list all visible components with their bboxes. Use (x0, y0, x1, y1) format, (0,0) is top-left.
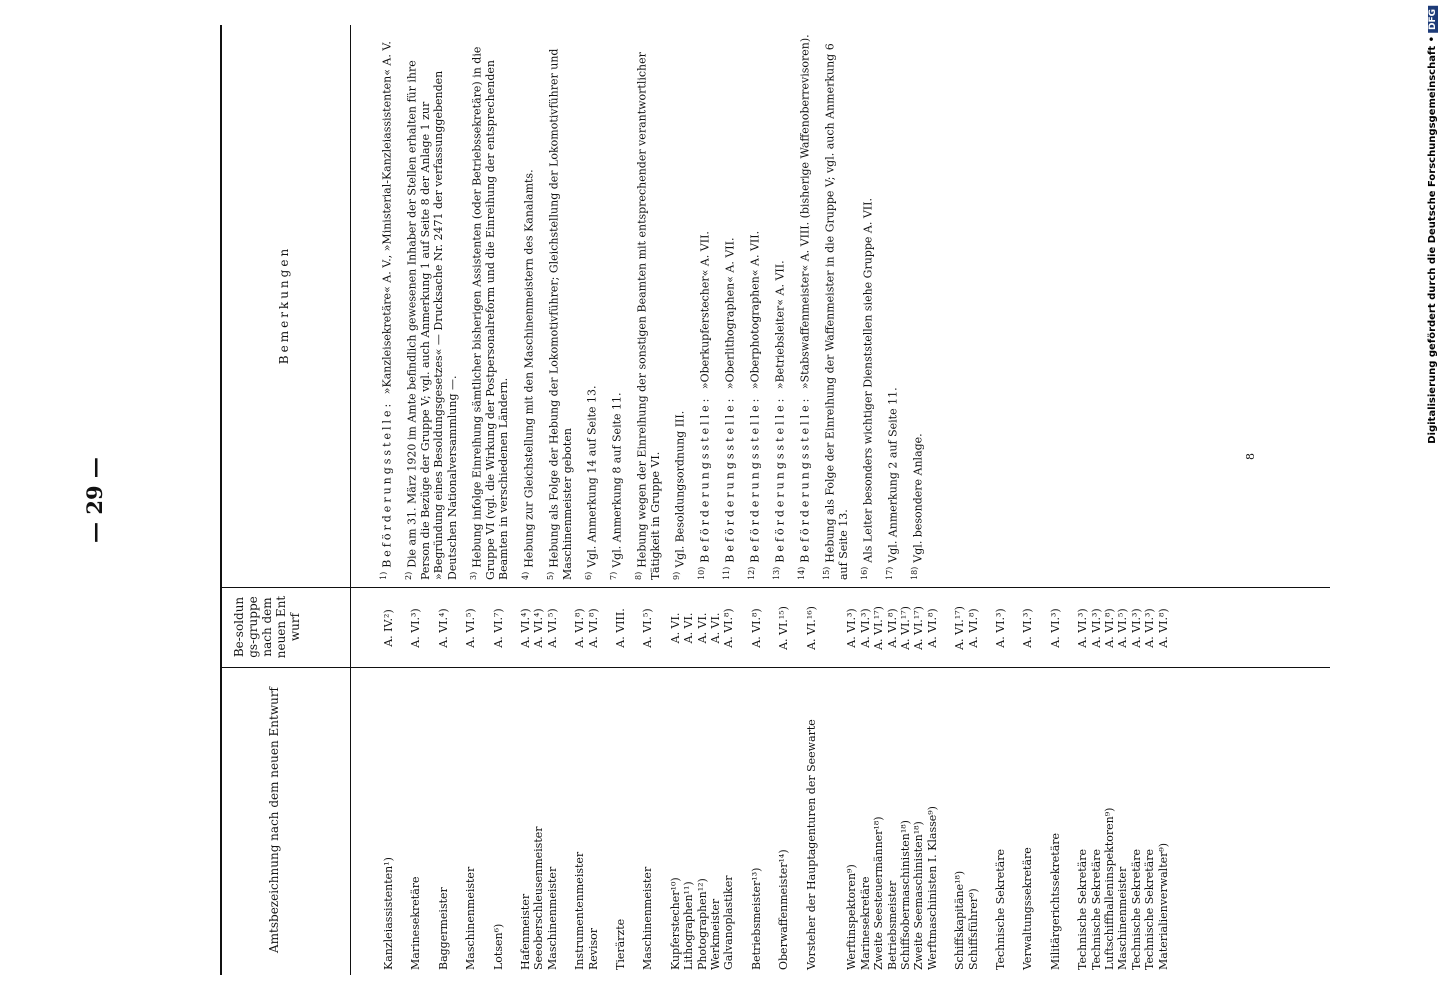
pay-grade: A. VI.⁴) (532, 608, 546, 648)
job-title: Verwaltungssekretäre (1021, 847, 1035, 970)
job-title: Technische Sekretäre (1143, 849, 1157, 970)
note-label: Beförderungsstelle: (748, 389, 762, 563)
remark-note (858, 32, 875, 580)
job-title: Technische Sekretäre (1129, 849, 1143, 970)
note-number: 8) (634, 571, 643, 580)
remark-note (908, 32, 925, 580)
job-title: Maschinenmeister (641, 866, 655, 970)
job-title: Schiffskapitäne¹⁸) (953, 870, 967, 970)
note-text: Hebung infolge Einreihung sämtlicher bisherigen Assistenten (oder Betriebssekretäre) in die Gruppe VI (vgl. die Wirkung der Postpersonalreform und die Einreihung der entsprechenden Beamten in verschiedenen Ländern. (470, 46, 511, 580)
note-text: Vgl. Anmerkung 8 auf Seite 11. (610, 392, 624, 568)
pay-grade: A. VI.⁸) (586, 608, 600, 648)
job-title: Luftschiffhalleninspektoren⁹) (1103, 807, 1116, 970)
job-title: Kanzleiassistenten¹) (382, 857, 395, 970)
pay-grade: A. VI. (668, 612, 682, 644)
job-title: Photographen¹²) (695, 878, 709, 970)
job-title: Werftinspektoren⁹) (845, 864, 859, 970)
note-text: »Stabswaffenmeister« A. VIII. (bisherige Waffenoberrevisoren). (798, 34, 812, 390)
pay-grade: A. VI.¹⁵) (777, 606, 791, 650)
pay-grade: A. VI.¹⁷) (912, 606, 926, 650)
note-label: Beförderungsstelle: (798, 389, 812, 563)
note-number: 4) (521, 571, 530, 580)
pay-grade: A. VI.⁸) (925, 608, 939, 648)
note-text: Als Leiter besonders wichtiger Dienststellen siehe Gruppe A. VII. (861, 198, 875, 563)
footer-mark: 8 (1244, 453, 1257, 460)
note-number: 3) (469, 571, 478, 580)
pay-grade: A. VI. (709, 612, 722, 644)
job-title: Technische Sekretäre (1076, 849, 1090, 970)
header-remarks: Bemerkungen (277, 245, 291, 365)
job-title: Maschinenmeister (545, 866, 559, 970)
note-number: 17) (885, 566, 894, 580)
digitization-credit (1417, 6, 1438, 444)
note-text: »Kanzleisekretäre« A. V., »Ministerial-Kanzleiassistenten« A. V. (380, 41, 394, 395)
job-title: Marinesekretäre (858, 876, 872, 970)
remark-note (467, 32, 511, 580)
pay-grade: A. VI.⁸) (722, 608, 736, 648)
pay-grade: A. VI.³) (409, 608, 423, 648)
note-text: Hebung zur Gleichstellung mit den Maschinenmeistern des Kanalamts. (522, 169, 536, 568)
job-title: Maschinenmeister (464, 866, 478, 970)
remark-note (544, 32, 574, 580)
pay-grade: A. IV.²) (382, 609, 395, 647)
pay-grade: A. VI.⁸) (749, 608, 763, 648)
job-title: Zweite Seemaschinisten¹⁸) (912, 821, 926, 970)
pay-grade: A. VI.⁵) (545, 608, 559, 648)
job-title: Oberwaffenmeister¹⁴) (777, 849, 791, 970)
remark-note (377, 32, 394, 580)
note-text: Die am 31. März 1920 im Amte befindlich gewesenen Inhaber der Stellen erhalten für ihre Person die Bezüge der Gruppe V; vgl. auch Anmerkung 1 auf Seite 8 der Anlage 1 zur »Begründung eines Besoldungsgesetzes« — Drucksache Nr. 2471 der verfassunggebenden Deutschen Nationalversammlung —. (405, 60, 459, 580)
note-text: Vgl. Anmerkung 2 auf Seite 11. (886, 387, 900, 563)
rotated-document-page (82, 10, 1352, 990)
remark-note (745, 32, 762, 580)
job-title: Technische Sekretäre (1089, 849, 1103, 970)
pay-grade: A. VI.⁷) (491, 608, 505, 648)
note-text: »Oberkupferstecher« A. VII. (698, 231, 712, 390)
job-title: Schiffsobermaschinisten¹⁸) (899, 820, 912, 970)
job-title: Revisor (586, 927, 600, 970)
note-number: 1) (379, 571, 388, 580)
note-text: Vgl. Besoldungsordnung III. (673, 410, 687, 568)
header-grade: Be-soldungs-gruppe nach dem neuen Entwurf (232, 595, 302, 659)
table-header-rule (350, 25, 351, 975)
note-number: 14) (797, 566, 806, 580)
pay-grade: A. VI.⁸) (573, 608, 587, 648)
pay-grade: A. VI.¹⁷) (899, 606, 912, 650)
job-title: Betriebsmeister¹³) (749, 867, 763, 970)
job-title: Werftmaschinisten I. Klasse⁹) (925, 806, 939, 970)
remark-note (820, 32, 850, 580)
note-number: 10) (697, 566, 706, 580)
pay-grade: A. VI.³) (858, 608, 872, 648)
job-title: Vorsteher der Hauptagenturen der Seewarte (804, 719, 818, 970)
pay-grade: A. VI.⁸) (966, 608, 980, 648)
note-text: Hebung als Folge der Hebung der Lokomotivführer; Gleichstellung der Lokomotivführer und Maschinenmeister geboten (547, 48, 575, 580)
job-title: Technische Sekretäre (994, 849, 1007, 970)
pay-grade: A. VI. (682, 612, 696, 644)
note-text: Hebung wegen der Einreihung der sonstigen Beamten mit entsprechender verantwortlicher Tätigkeit in Gruppe VI. (635, 52, 663, 580)
pay-grade: A. VI.⁴) (436, 608, 450, 648)
note-number: 2) (404, 571, 413, 580)
pay-grade: A. VI.³) (1129, 608, 1143, 648)
note-label: Beförderungsstelle: (773, 389, 787, 563)
job-title: Hafenmeister (519, 893, 532, 970)
pay-grade: A. VI.³) (994, 608, 1007, 648)
job-title: Maschinenmeister (1116, 866, 1130, 970)
pay-grade: A. VI.¹⁷) (872, 606, 886, 650)
job-title: Kupferstecher¹⁰) (668, 877, 682, 970)
note-number: 12) (747, 566, 756, 580)
pay-grade: A. VI.³) (1021, 608, 1035, 648)
note-number: 15) (822, 566, 831, 580)
remark-note (402, 32, 459, 580)
job-title: Zweite Seesteuermänner¹⁸) (872, 816, 886, 970)
column-divider-1 (220, 667, 1330, 668)
remark-note (582, 32, 599, 580)
table-top-rule (220, 25, 222, 975)
note-text: »Betriebsleiter« A. VII. (773, 260, 787, 390)
remark-note (695, 32, 712, 580)
note-number: 7) (609, 571, 618, 580)
pay-grade: A. VIII. (614, 608, 627, 648)
pay-grade: A. VI. (695, 612, 709, 644)
job-title: Lotsen⁶) (491, 923, 505, 970)
note-number: 5) (546, 571, 555, 580)
job-title: Lithographen¹¹) (682, 881, 696, 970)
note-number: 18) (910, 566, 919, 580)
note-label: Beförderungsstelle: (380, 394, 394, 568)
pay-grade: A. VI.³) (1076, 608, 1090, 648)
pay-grade: A. VI.¹⁷) (953, 606, 967, 650)
pay-grade: A. VI.³) (1143, 608, 1157, 648)
note-label: Beförderungsstelle: (698, 389, 712, 563)
remark-note (795, 32, 812, 580)
credit-text: Digitalisierung gefördert durch die Deutsche Forschungsgemeinschaft • (1427, 36, 1438, 444)
job-title: Instrumentenmeister (573, 851, 587, 970)
job-title: Tierärzte (614, 918, 627, 970)
job-title: Baggermeister (436, 887, 450, 970)
remark-note (770, 32, 787, 580)
note-label: Beförderungsstelle: (723, 389, 737, 563)
note-number: 11) (722, 566, 731, 580)
job-title: Galvanoplastiker (722, 875, 736, 970)
column-divider-2 (220, 587, 1330, 588)
dfg-logo: DFG (1428, 6, 1438, 33)
pay-grade: A. VI.⁸) (885, 608, 899, 648)
job-title: Marinesekretäre (409, 876, 423, 970)
remark-note (883, 32, 900, 580)
pay-grade: A. VI.⁵) (1116, 608, 1130, 648)
page-number: — 29 — (82, 457, 107, 543)
job-title: Militärgerichtssekretäre (1048, 832, 1062, 970)
pay-grade: A. VI.¹⁶) (804, 606, 818, 650)
pay-grade: A. VI.³) (1089, 608, 1103, 648)
remark-note (519, 32, 536, 580)
header-title: Amtsbezeichnung nach dem neuen Entwurf (267, 687, 281, 954)
pay-grade: A. VI.⁸) (1156, 608, 1170, 648)
remark-note (607, 32, 624, 580)
job-title: Werkmeister (709, 898, 722, 970)
note-text: Hebung als Folge der Einreihung der Waffenmeister in die Gruppe V; vgl. auch Anmerkung 6 auf Seite 13. (823, 43, 851, 580)
note-text: »Oberlithographen« A. VII. (723, 237, 737, 390)
note-text: Vgl. besondere Anlage. (911, 433, 925, 563)
job-title: Betriebsmeister (885, 880, 899, 970)
note-number: 13) (772, 566, 781, 580)
remark-note (632, 32, 662, 580)
note-text: »Oberphotographen« A. VII. (748, 230, 762, 390)
pay-grade: A. VI.⁵) (464, 608, 478, 648)
job-title: Seeoberschleusenmeister (532, 826, 546, 970)
remark-note (720, 32, 737, 580)
pay-grade: A. VI.⁸) (1103, 608, 1116, 648)
pay-grade: A. VI.³) (1048, 608, 1062, 648)
pay-grade: A. VI.⁵) (641, 608, 655, 648)
note-number: 9) (672, 571, 681, 580)
note-text: Vgl. Anmerkung 14 auf Seite 13. (585, 385, 599, 568)
job-title: Schiffsführer⁹) (966, 888, 980, 970)
pay-grade: A. VI.³) (845, 608, 859, 648)
remark-note (670, 32, 687, 580)
note-number: 16) (860, 566, 869, 580)
job-title: Materialienverwalter⁹) (1156, 842, 1170, 970)
note-number: 6) (584, 571, 593, 580)
pay-grade: A. VI.⁴) (519, 608, 532, 648)
